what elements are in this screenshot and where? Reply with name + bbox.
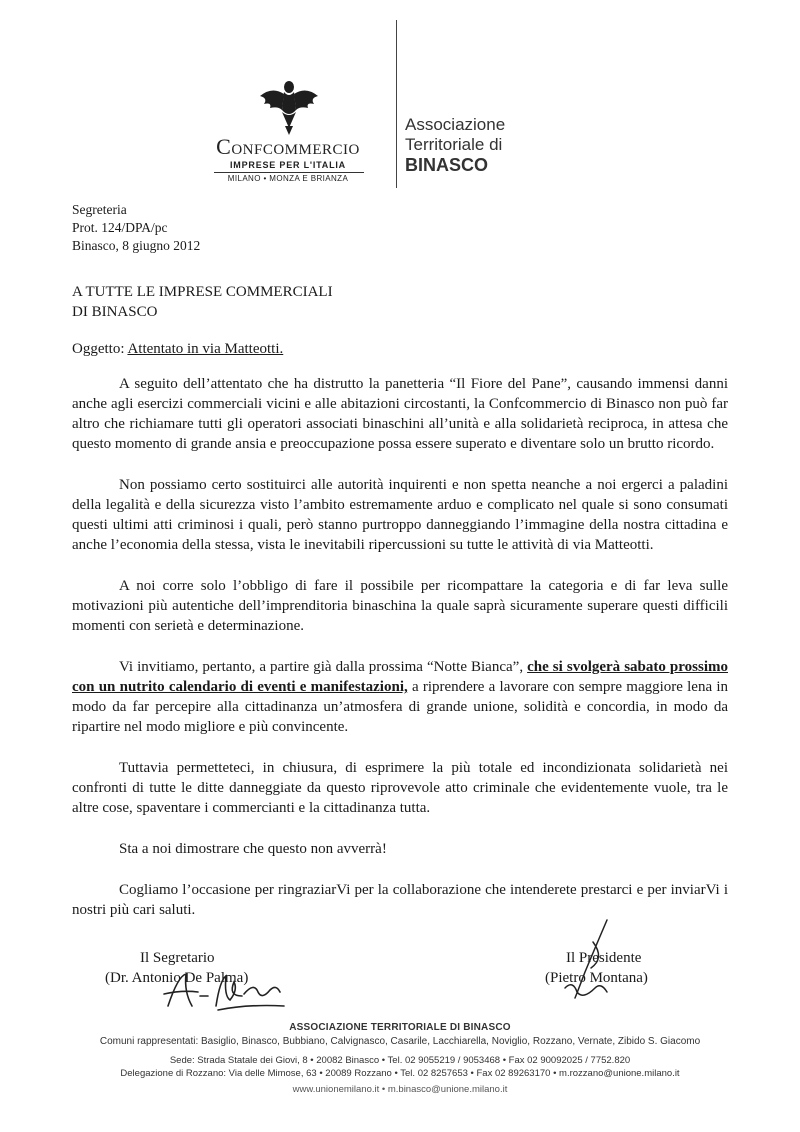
paragraph-5: Tuttavia permetteteci, in chiusura, di esprimere la più totale ed incondizionata solidarietà nei confronti di tutte le ditte danneggiate da questo riprovevole atto criminale che evidentemente vuole, tra le altre cose, spaventare i commercianti e la cittadinanza tutta. (72, 760, 728, 816)
paragraph-3: A noi corre solo l’obbligo di fare il possibile per ricompattare la categoria e di far leva sulle motivazioni più autentiche dell’imprenditoria binaschina la quale saprà sicuramente superare questi difficili momenti con serietà e determinazione. (72, 578, 728, 634)
association-line-2: Territoriale di (405, 135, 503, 154)
footer-organization: ASSOCIAZIONE TERRITORIALE DI BINASCO (289, 1022, 511, 1033)
secretary-title: Il Segretario (140, 950, 215, 966)
footer-communes: Comuni rappresentati: Basiglio, Binasco, Bubbiano, Calvignasco, Casarile, Lacchiarella, Noviglio, Rozzano, Vernate, Zibido S. Giacomo (99, 1036, 701, 1047)
association-line-1: Associazione (405, 115, 506, 134)
association-city: BINASCO (405, 155, 489, 175)
logo-divider (214, 172, 364, 173)
paragraph-6: Sta a noi dimostrare che questo non avverrà! (119, 841, 387, 857)
header-divider (396, 20, 397, 188)
president-handwritten-signature (555, 918, 615, 1003)
footer-headquarters: Sede: Strada Statale dei Giovi, 8 • 20082 Binasco • Tel. 02 9055219 / 9053468 • Fax 02 90092025 / 7752.820 (169, 1055, 631, 1066)
secretary-name: (Dr. Antonio De Palma) (105, 970, 249, 986)
recipient-line-2: DI BINASCO (72, 304, 158, 320)
letter-meta (72, 201, 200, 255)
paragraph-4-end: a riprendere a lavorare con sempre maggiore lena in modo da far percepire alla cittadinanza un’atmosfera di grande unione, solidità e concordia, in modo da ripartire nel modo migliore e più convincente. (72, 679, 728, 735)
president-name: (Pietro Montana) (545, 970, 648, 986)
subject-text: Attentato in via Matteotti. (127, 341, 284, 357)
paragraph-4-emphasis: che si svolgerà sabato prossimo con un nutrito calendario di eventi e manifestazioni, (72, 659, 728, 695)
paragraph-7: Cogliamo l’occasione per ringraziarVi per la collaborazione che intenderete prestarci e per inviarVi i nostri più cari saluti. (72, 882, 728, 918)
letter-body (72, 374, 728, 920)
paragraph-4 (72, 657, 728, 737)
recipient (72, 282, 333, 322)
place-date: Binasco, 8 giugno 2012 (72, 238, 201, 253)
paragraph-2: Non possiamo certo sostituirci alle autorità inquirenti e non spetta neanche a noi ergerci a paladini della legalità e della sicurezza visto l’ambito estremamente arduo e complicato nel quale si sono consumati questi ultimi atti criminosi i quali, però stanno purtroppo danneggiando l’immagine della nostra cittadina e anche l’economia della stessa, vista le inevitabili ripercussioni su tutte le attività di via Matteotti. (72, 477, 728, 553)
eagle-logo-icon (258, 78, 320, 136)
footer-branch: Delegazione di Rozzano: Via delle Mimose, 63 • 20089 Rozzano • Tel. 02 8257653 • Fax 02 89263170 • m.rozzano@unione.milano.it (120, 1068, 680, 1079)
protocol-number: Prot. 124/DPA/pc (72, 220, 168, 235)
footer-web: www.unionemilano.it • m.binasco@unione.milano.it (292, 1084, 508, 1095)
brand-name: Confcommercio (216, 134, 360, 159)
brand-tagline: IMPRESE PER L'ITALIA (230, 160, 346, 170)
brand-region: MILANO • MONZA E BRIANZA (227, 174, 349, 183)
president-title: Il Presidente (566, 950, 642, 966)
association-name (405, 115, 505, 175)
paragraph-4-start: Vi invitiamo, pertanto, a partire già dalla prossima “Notte Bianca”, (119, 659, 528, 675)
subject-line (72, 341, 283, 358)
office: Segreteria (72, 202, 127, 217)
subject-label: Oggetto: (72, 341, 125, 357)
secretary-handwritten-signature (158, 966, 288, 1014)
recipient-line-1: A TUTTE LE IMPRESE COMMERCIALI (72, 284, 333, 300)
paragraph-1: A seguito dell’attentato che ha distrutto la panetteria “Il Fiore del Pane”, causando immensi danni anche agli esercizi commerciali vicini e alle abitazioni circostanti, la Confcommercio di Binasco non può far altro che richiamare tutti gli operatori associati binaschini all’unità e alla solidarietà reciproca, in attesa che questo momento di grande ansia e preoccupazione possa essere superato e diventare solo un brutto ricordo. (72, 376, 728, 452)
